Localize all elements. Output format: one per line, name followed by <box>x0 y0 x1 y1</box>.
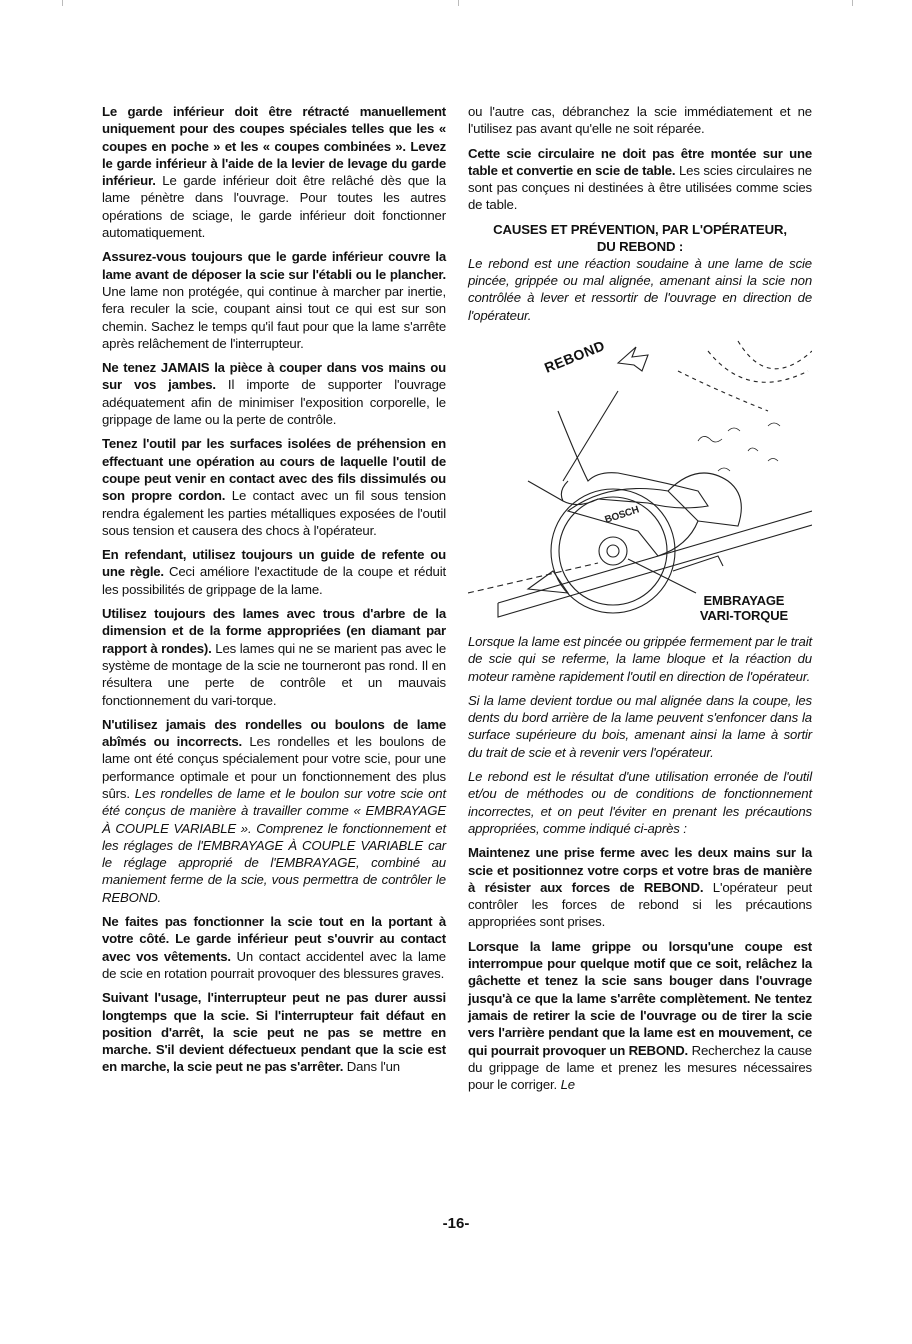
board-top-edge <box>498 511 812 603</box>
rebound-arrow-icon <box>618 347 648 371</box>
page-number: -16- <box>442 1215 470 1232</box>
paragraph-firm-grip: Maintenez une prise ferme avec les deux mains sur la scie et positionnez votre corps et votre bras de manière à résister aux forces de REBOND. L'opérateur peut contrôler les forces de rebond si les précautions appropriées sont prises. <box>468 845 812 930</box>
kickback-illustration <box>468 331 812 631</box>
rebond-label: REBOND <box>542 337 608 376</box>
paragraph-table-saw: Cette scie circulaire ne doit pas être montée sur une table et convertie en scie de table. Les scies circulaires ne sont pas conçues ni destinées à être utilisées comme scies de table. <box>468 145 812 213</box>
paragraph-lower-guard: Le garde inférieur doit être rétracté manuellement uniquement pour des coupes spéciales telles que les « coupes en poche » et les « coupes combinées ». Levez le garde inférieur à l'aide de la levier de levage du garde inférieur. Le garde inférieur doit être relâché dès que la lame pénètre dans l'ouvrage. Pour toutes les autres opérations de sciage, le garde inférieur doit fonctionner automatiquement. <box>102 104 446 241</box>
paragraph-hold-workpiece: Ne tenez JAMAIS la pièce à couper dans vos mains ou sur vos jambes. Il importe de supporter l'ouvrage adéquatement afin de minimiser l'exposition corporelle, le grippage de lame ou la perte de contrôle. <box>102 360 446 428</box>
paragraph-cover-blade: Assurez-vous toujours que le garde inférieur couvre la lame avant de déposer la scie sur l'établi ou le plancher. Une lame non protégée, qui continue à marcher par inertie, fera reculer la scie, coupant ainsi tout ce qui est sur son chemin. Sachez le temps qu'il faut pour que la lame s'arrête après relâchement de l'interrupteur. <box>102 249 446 351</box>
paragraph-pinched-blade: Lorsque la lame est pincée ou grippée fermement par le trait de scie qui se referme, la lame bloque et la réaction du moteur ramène rapidement l'outil en direction de l'opérateur. <box>468 633 812 684</box>
paragraph-washers-bolts: N'utilisez jamais des rondelles ou boulons de lame abîmés ou incorrects. Les rondelles et les boulons de lame ont été conçus spécialement pour votre scie, pour une performance optimale et pour un fonctionnement des plus sûrs. Les rondelles de lame et le boulon sur votre scie ont été conçus de manière à travailler comme « EMBRAYAGE À COUPLE VARIABLE ». Comprenez le fonctionnement et les réglages de l'EMBRAYAGE À COUPLE VARIABLE car le réglage approprié de l'EMBRAYAGE, combiné au maniement ferme de la scie, vous permettra de contrôler le REBOND. <box>102 716 446 905</box>
paragraph-blade-binds: Lorsque la lame grippe ou lorsqu'une coupe est interrompue pour quelque motif que ce soit, relâchez la gâchette et tenez la scie sans bouger dans l'ouvrage jusqu'à ce que la lame s'arrête complètement. Ne tentez jamais de retirer la scie de l'ouvrage ou de tirer la scie vers l'arrière pendant que la lame est en mouvement, ce qui pourrait provoquer un REBOND. Recherchez la cause du grippage de lame et prenez les mesures nécessaires pour le corriger. Le <box>468 938 812 1093</box>
paragraph-twisted-blade: Si la lame devient tordue ou mal alignée dans la coupe, les dents du bord arrière de la lame peuvent s'enfoncer dans la surface supérieure du bois, amenant ainsi la lame à sortir du trait de scie et à revenir vers l'opérateur. <box>468 692 812 760</box>
section-heading-kickback: CAUSES ET PRÉVENTION, PAR L'OPÉRATEUR, DU REBOND : <box>493 221 787 254</box>
right-column <box>468 103 812 1100</box>
paragraph-arbor-holes: Utilisez toujours des lames avec trous d'arbre de la dimension et de la forme appropriées (en diamant par rapport à rondes). Les lames qui ne se marient pas avec le système de montage de la scie ne tourneront pas rond. Il en résultera une perte de contrôle et un mauvais fonctionnement du vari-torque. <box>102 606 447 708</box>
saw-drawing <box>468 331 812 631</box>
paragraph-rip-fence: En refendant, utilisez toujours un guide de refente ou une règle. Ceci améliore l'exactitude de la coupe et réduit les possibilités de grippage de la lame. <box>102 547 446 597</box>
saw-blade-icon <box>551 489 675 613</box>
hand-icon <box>558 411 708 508</box>
paragraph-continuation: ou l'autre cas, débranchez la scie immédiatement et ne l'utilisez pas avant qu'elle ne soit réparée. <box>468 104 812 137</box>
cut-line <box>468 563 598 593</box>
paragraph-switch: Suivant l'usage, l'interrupteur peut ne pas durer aussi longtemps que la scie. Si l'interrupteur fait défaut en position d'arrêt, la scie peut ne pas se mettre en marche. S'il devient défectueux pendant que la scie est en marche, la scie peut ne pas s'arrêter. Dans l'un <box>102 990 446 1075</box>
paragraph-kickback-intro: Le rebond est une réaction soudaine à une lame de scie pincée, grippée ou mal alignée, amenant ainsi la scie non contrôlée à lever et ressortir de l'ouvrage en direction de l'opérateur. <box>468 255 812 323</box>
crop-mark-left <box>62 0 63 6</box>
paragraph-misuse: Le rebond est le résultat d'une utilisation erronée de l'outil et/ou de méthodes ou de conditions de fonctionnement incorrectes, et on peut l'éviter en prenant les précautions appropriées, comme indiqué ci-après : <box>468 769 812 836</box>
saw-motor-housing <box>568 488 698 556</box>
left-column <box>102 103 446 1083</box>
arbor-icon <box>599 537 627 565</box>
paragraph-insulated-surfaces: Tenez l'outil par les surfaces isolées de préhension en effectuant une opération au cours de laquelle l'outil de coupe peut venir en contact avec des fils dissimulés ou son propre cordon. Le contact avec un fil sous tension rendra également les parties métalliques exposées de l'outil sous tension et causera des chocs à l'opérateur. <box>102 436 446 538</box>
crop-mark-right <box>852 0 853 6</box>
saw-brand-label: BOSCH <box>603 504 641 526</box>
crop-mark-center <box>458 0 459 6</box>
vari-torque-callout: EMBRAYAGE VARI-TORQUE <box>699 592 788 623</box>
saw-shoe-front <box>528 571 568 593</box>
paragraph-carry-saw: Ne faites pas fonctionner la scie tout en la portant à votre côté. Le garde inférieur peut s'ouvrir au contact avec vos vêtements. Un contact accidentel avec la lame de scie en rotation pourrait provoquer des blessures graves. <box>102 914 446 981</box>
